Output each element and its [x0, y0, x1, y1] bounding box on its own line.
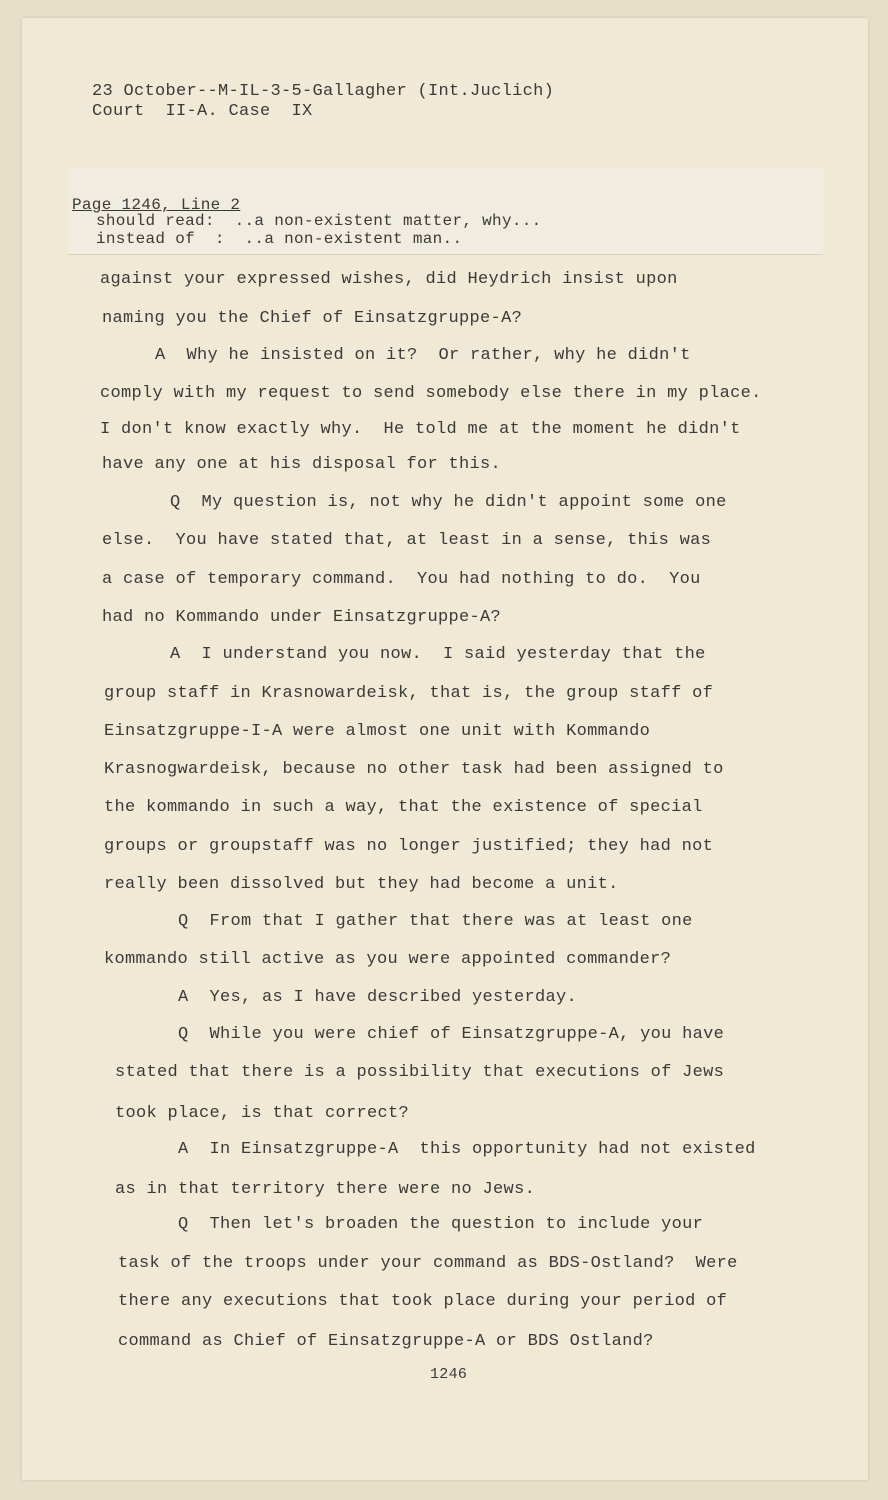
- transcript-line: really been dissolved but they had become a unit.: [104, 875, 619, 894]
- transcript-line: group staff in Krasnowardeisk, that is, the group staff of: [104, 684, 714, 703]
- header-line-1: 23 October--M-IL-3-5-Gallagher (Int.Juclich): [92, 82, 555, 101]
- transcript-line: Krasnogwardeisk, because no other task had been assigned to: [104, 760, 724, 779]
- transcript-line: I don't know exactly why. He told me at the moment he didn't: [100, 420, 741, 439]
- transcript-line: kommando still active as you were appointed commander?: [104, 950, 672, 969]
- transcript-line: Q While you were chief of Einsatzgruppe-A, you have: [178, 1025, 725, 1044]
- transcript-line: Einsatzgruppe-I-A were almost one unit with Kommando: [104, 722, 651, 741]
- transcript-line: groups or groupstaff was no longer justified; they had not: [104, 837, 714, 856]
- transcript-line: took place, is that correct?: [115, 1104, 410, 1123]
- transcript-line: there any executions that took place during your period of: [118, 1292, 728, 1311]
- transcript-line: A Yes, as I have described yesterday.: [178, 988, 578, 1007]
- transcript-line: Q Then let's broaden the question to include your: [178, 1215, 704, 1234]
- transcript-line: the kommando in such a way, that the existence of special: [104, 798, 703, 817]
- transcript-line: task of the troops under your command as BDS-Ostland? Were: [118, 1254, 738, 1273]
- page-number: 1246: [430, 1366, 468, 1383]
- transcript-line: as in that territory there were no Jews.: [115, 1180, 536, 1199]
- transcript-line: a case of temporary command. You had nothing to do. You: [102, 570, 701, 589]
- transcript-line: A I understand you now. I said yesterday that the: [170, 645, 706, 664]
- transcript-line: naming you the Chief of Einsatzgruppe-A?: [102, 309, 523, 328]
- correction-title: Page 1246, Line 2: [72, 196, 241, 214]
- transcript-line: against your expressed wishes, did Heydrich insist upon: [100, 270, 678, 289]
- transcript-line: Q My question is, not why he didn't appoint some one: [170, 493, 727, 512]
- transcript-line: A In Einsatzgruppe-A this opportunity had not existed: [178, 1140, 756, 1159]
- correction-should-read: should read: ..a non-existent matter, why...: [96, 212, 542, 230]
- transcript-line: A Why he insisted on it? Or rather, why he didn't: [155, 346, 691, 365]
- transcript-line: comply with my request to send somebody else there in my place.: [100, 384, 762, 403]
- transcript-line: had no Kommando under Einsatzgruppe-A?: [102, 608, 502, 627]
- transcript-line: command as Chief of Einsatzgruppe-A or BDS Ostland?: [118, 1332, 654, 1351]
- transcript-line: stated that there is a possibility that executions of Jews: [115, 1063, 725, 1082]
- transcript-line: else. You have stated that, at least in a sense, this was: [102, 531, 712, 550]
- transcript-line: have any one at his disposal for this.: [102, 455, 502, 474]
- correction-instead-of: instead of : ..a non-existent man..: [96, 230, 463, 248]
- transcript-line: Q From that I gather that there was at least one: [178, 912, 693, 931]
- header-line-2: Court II-A. Case IX: [92, 102, 313, 121]
